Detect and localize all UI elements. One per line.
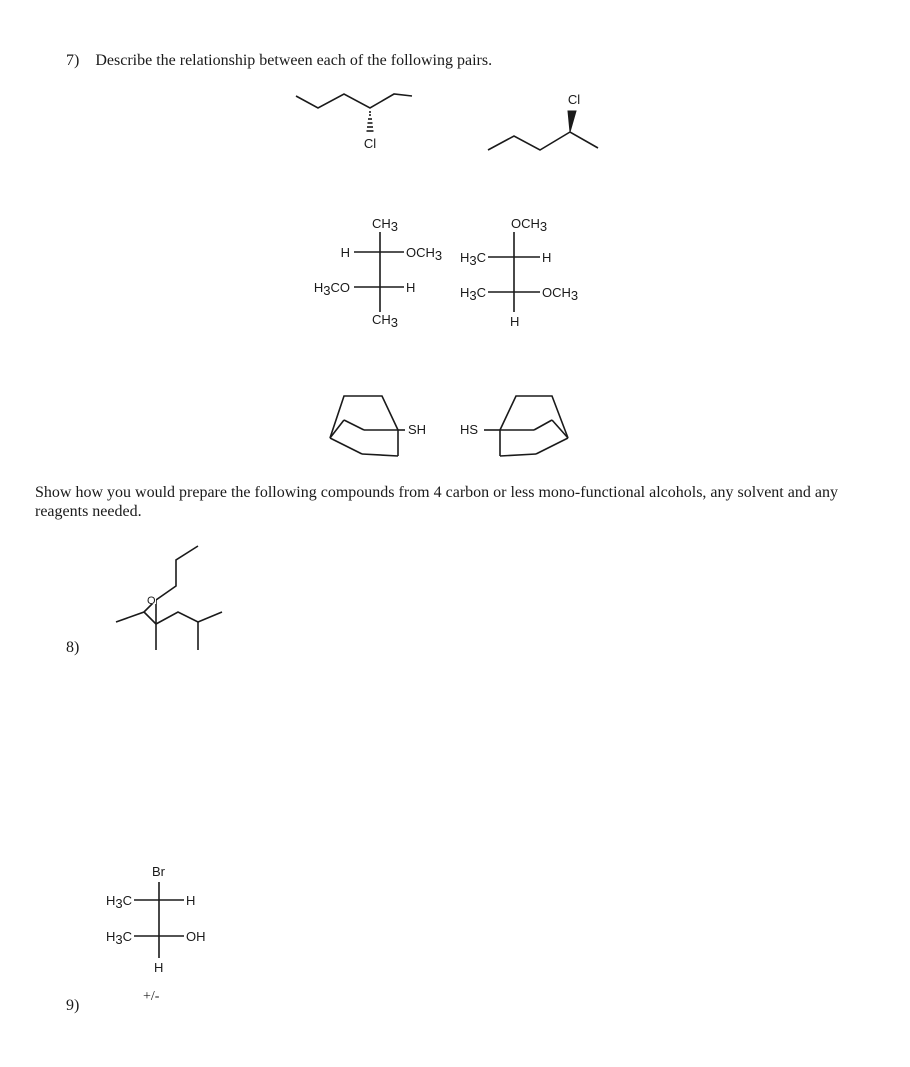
pair-3-left-bicycle	[330, 396, 426, 456]
fischer-row2-right: OCH3	[542, 285, 579, 303]
fischer-row2-left: H3C	[459, 285, 486, 303]
pair-1-right-cl-label: Cl	[567, 92, 581, 107]
fischer-row2-right: H	[406, 280, 416, 295]
question-9-fischer	[106, 864, 206, 1004]
racemic-note: +/-	[143, 989, 160, 1004]
question-8-ether-structure	[116, 546, 222, 650]
pair-3-left-sh-label: SH	[408, 422, 427, 437]
fischer-row2-left: H3CO	[313, 280, 350, 298]
question-7-prompt: Describe the relationship between each of the following pairs.	[95, 52, 493, 69]
question-7-number: 7)	[66, 52, 80, 69]
pair-1-right-structure	[488, 92, 598, 150]
pair-3-right-bicycle	[460, 396, 568, 456]
fischer-row1-left: H3C	[459, 250, 486, 268]
fischer-row1-right: H	[542, 250, 552, 265]
fischer-bottom-group: H	[154, 960, 164, 975]
fischer-top-group: CH3	[372, 216, 399, 234]
question-8-number: 8)	[66, 639, 80, 656]
ether-oxygen-label: O	[147, 595, 156, 607]
fischer-bottom-group: H	[510, 314, 520, 329]
pair-2-left-fischer	[314, 216, 442, 330]
fischer-row1-left: H	[340, 245, 350, 260]
solid-wedge-bond	[568, 111, 576, 132]
pair-1-left-cl-label: Cl	[363, 136, 377, 151]
pair-2-right-fischer	[460, 216, 578, 329]
question-9-number: 9)	[66, 997, 80, 1014]
hashed-wedge-bond	[367, 111, 374, 131]
fischer-row1-left: H3C	[105, 893, 132, 911]
fischer-row2-left: H3C	[105, 929, 132, 947]
fischer-bottom-group: CH3	[372, 312, 399, 330]
fischer-row1-right: H	[186, 893, 196, 908]
fischer-row1-right: OCH3	[406, 245, 443, 263]
pair-1-left-structure	[296, 94, 412, 151]
fischer-row2-right: OH	[186, 929, 206, 944]
pair-3-right-hs-label: HS	[460, 422, 479, 437]
instructions-text: Show how you would prepare the following compounds from 4 carbon or less mono-functional alcohols, any solvent and any reagents needed.	[35, 484, 838, 520]
fischer-top-group: Br	[152, 864, 165, 879]
fischer-top-group: OCH3	[511, 216, 548, 234]
